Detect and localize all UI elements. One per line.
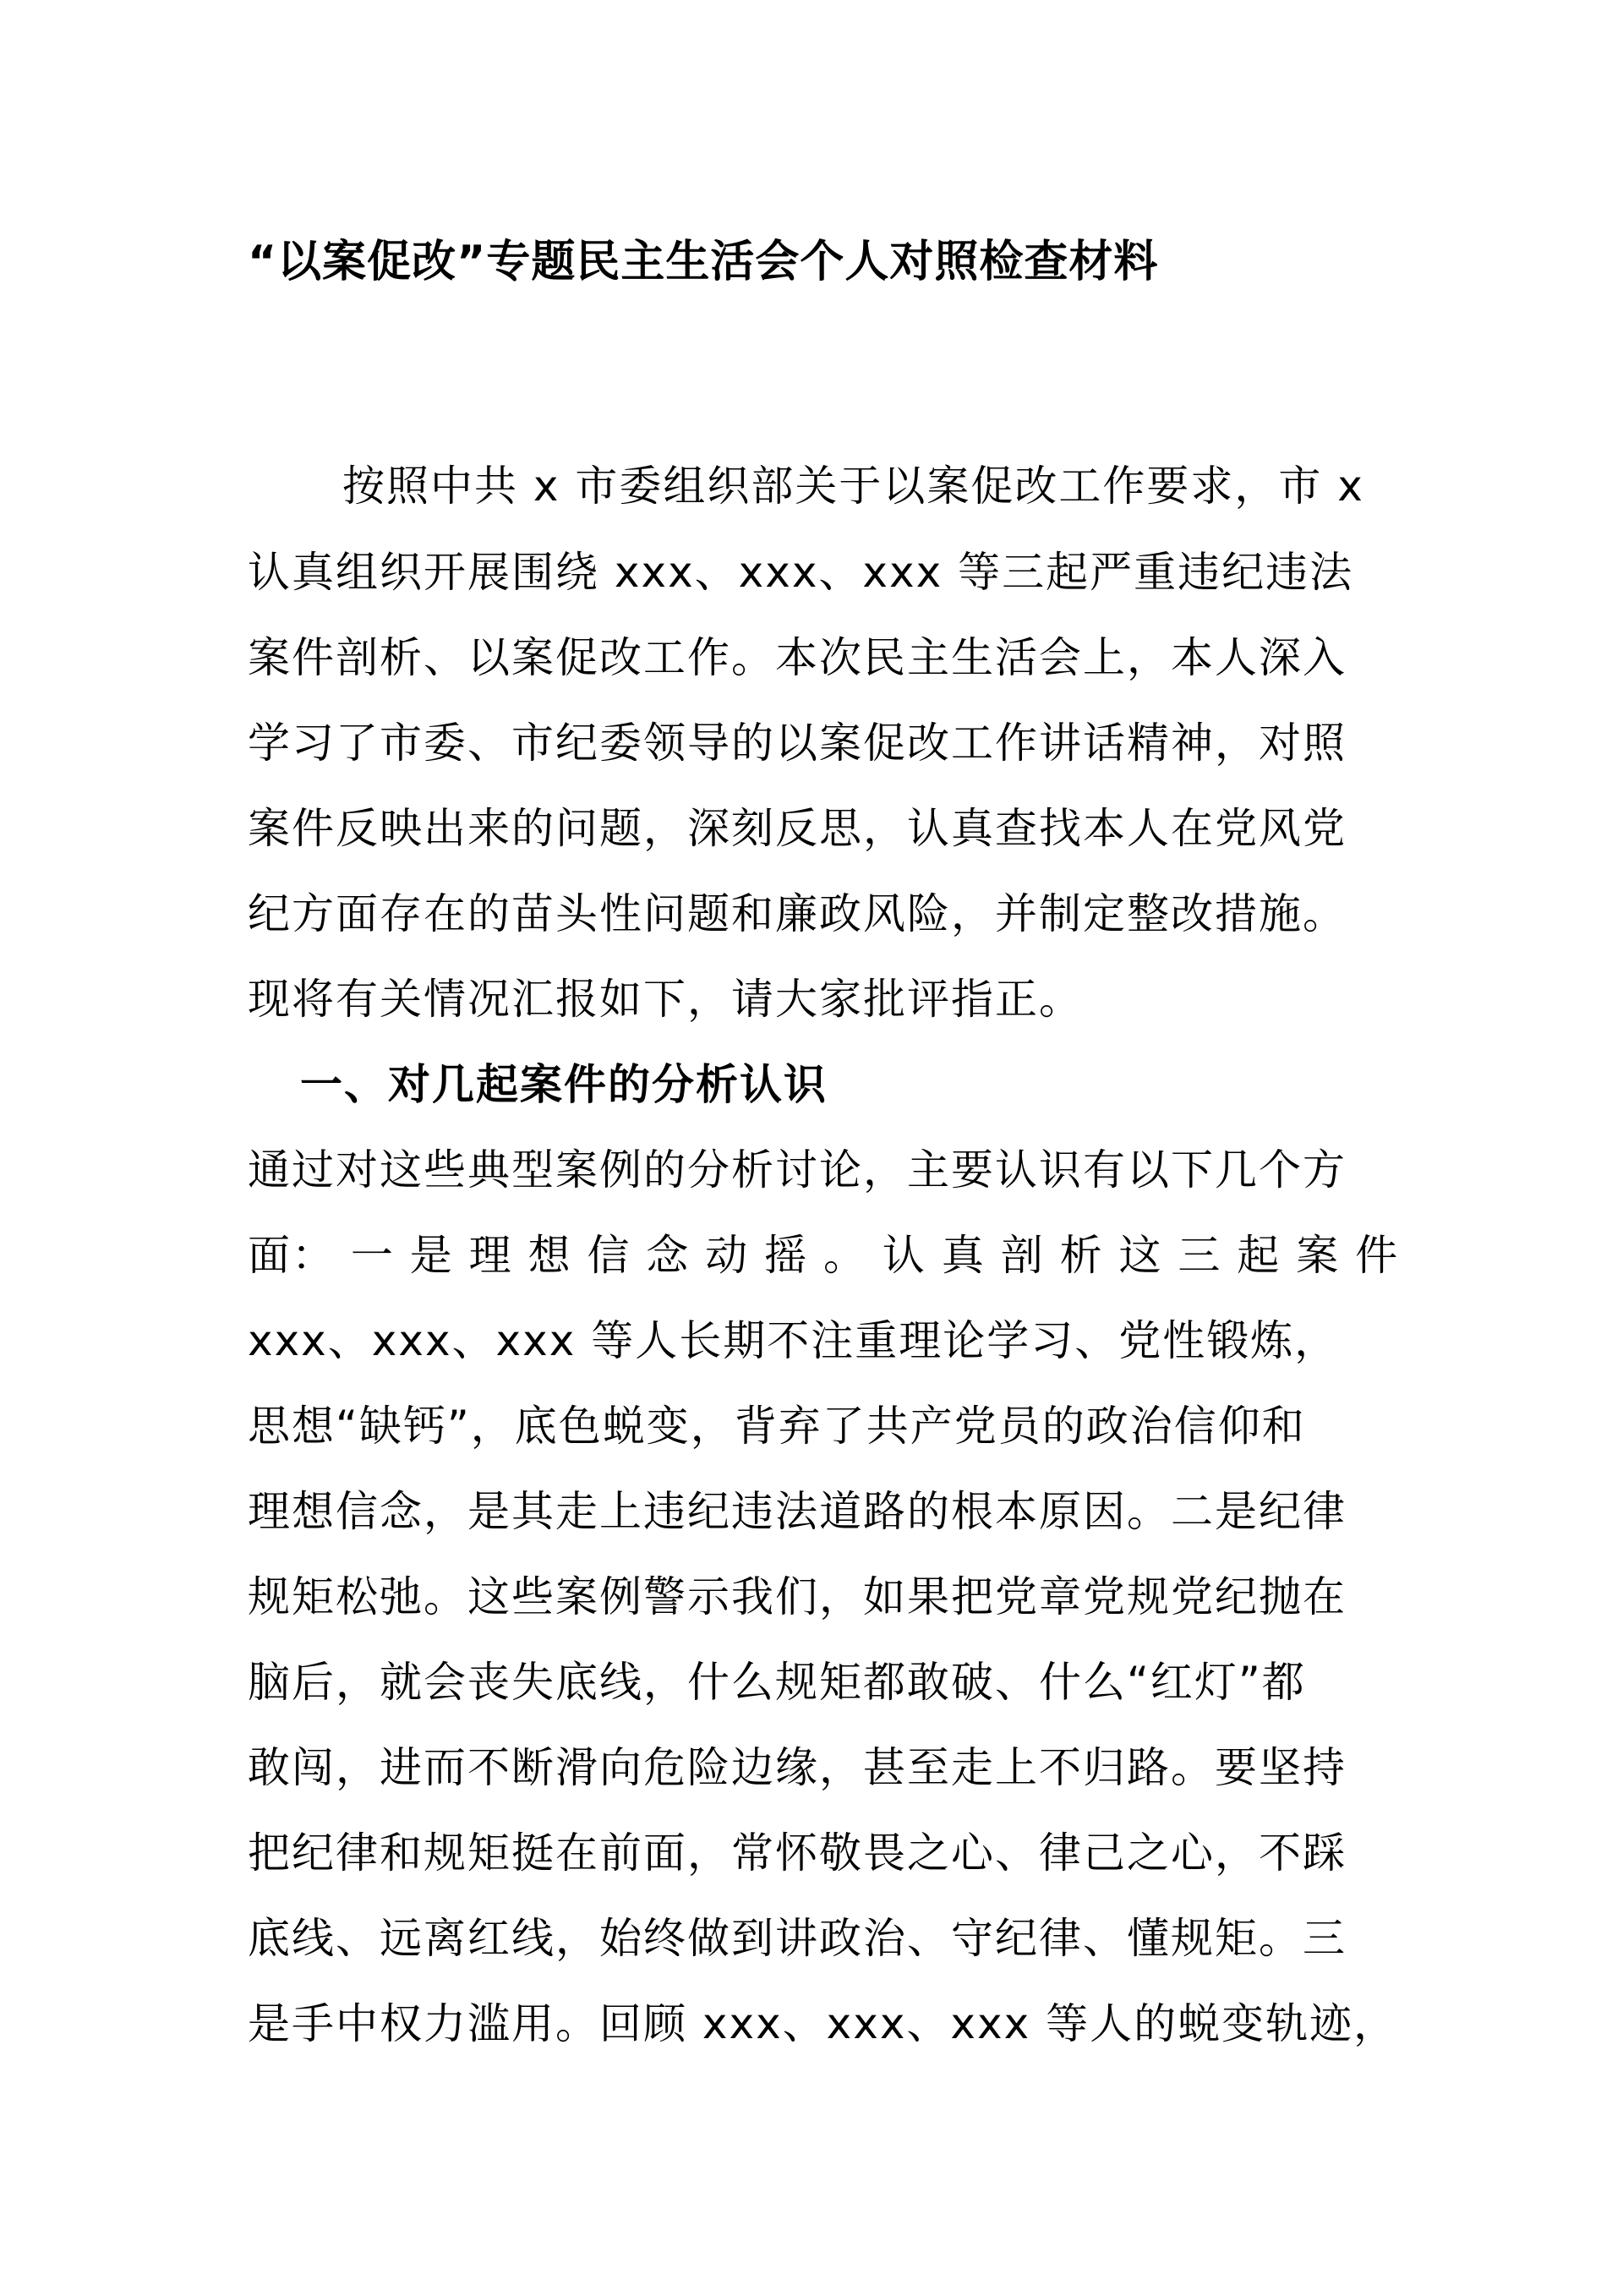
paragraph-line: 底线、远离红线，始终做到讲政治、守纪律、懂规矩。三 [248,1914,1347,1963]
paragraph-line: 学习了市委、市纪委领导的以案促改工作讲话精神，对照 [248,719,1347,768]
paragraph-line: 纪方面存在的苗头性问题和廉政风险，并制定整改措施。 [248,889,1347,938]
paragraph-line: 现将有关情况汇报如下，请大家批评指正。 [248,975,1083,1024]
paragraph-line: 通过对这些典型案例的分析讨论，主要认识有以下几个方 [248,1145,1347,1194]
paragraph-line: 案件剖析、以案促改工作。本次民主生活会上，本人深入 [248,633,1347,682]
paragraph-line: 面： 一 是 理 想 信 念 动 摇 。 认 真 剖 析 这 三 起 案 件 [248,1231,1400,1280]
section-heading: 一、对几起案件的分析认识 [300,1060,828,1109]
paragraph-line: 规矩松弛。这些案例警示我们，如果把党章党规党纪抛在 [248,1572,1347,1621]
paragraph-line: 理想信念，是其走上违纪违法道路的根本原因。二是纪律 [248,1487,1347,1536]
paragraph-line: xxx、xxx、xxx 等人长期不注重理论学习、党性锻炼， [248,1316,1339,1365]
paragraph-line: 脑后，就会丧失底线，什么规矩都敢破、什么“红灯”都 [248,1658,1306,1707]
paragraph-line: 按照中共 x 市委组织部关于以案促改工作要求，市 x [342,462,1364,511]
paragraph-line: 是手中权力滥用。回顾 xxx、xxx、xxx 等人的蜕变轨迹， [248,1999,1398,2048]
document-title: “以案促改”专题民主生活会个人对照检查材料 [248,237,1159,287]
paragraph-line: 案件反映出来的问题，深刻反思，认真查找本人在党风党 [248,804,1347,853]
paragraph-line: 敢闯，进而不断滑向危险边缘，甚至走上不归路。要坚持 [248,1743,1347,1792]
paragraph-line: 认真组织开展围绕 xxx、xxx、xxx 等三起严重违纪违法 [248,548,1354,597]
paragraph-line: 思想“缺钙”，底色蜕变，背弃了共产党员的政治信仰和 [248,1402,1306,1451]
paragraph-line: 把纪律和规矩挺在前面，常怀敬畏之心、律己之心，不踩 [248,1829,1347,1878]
